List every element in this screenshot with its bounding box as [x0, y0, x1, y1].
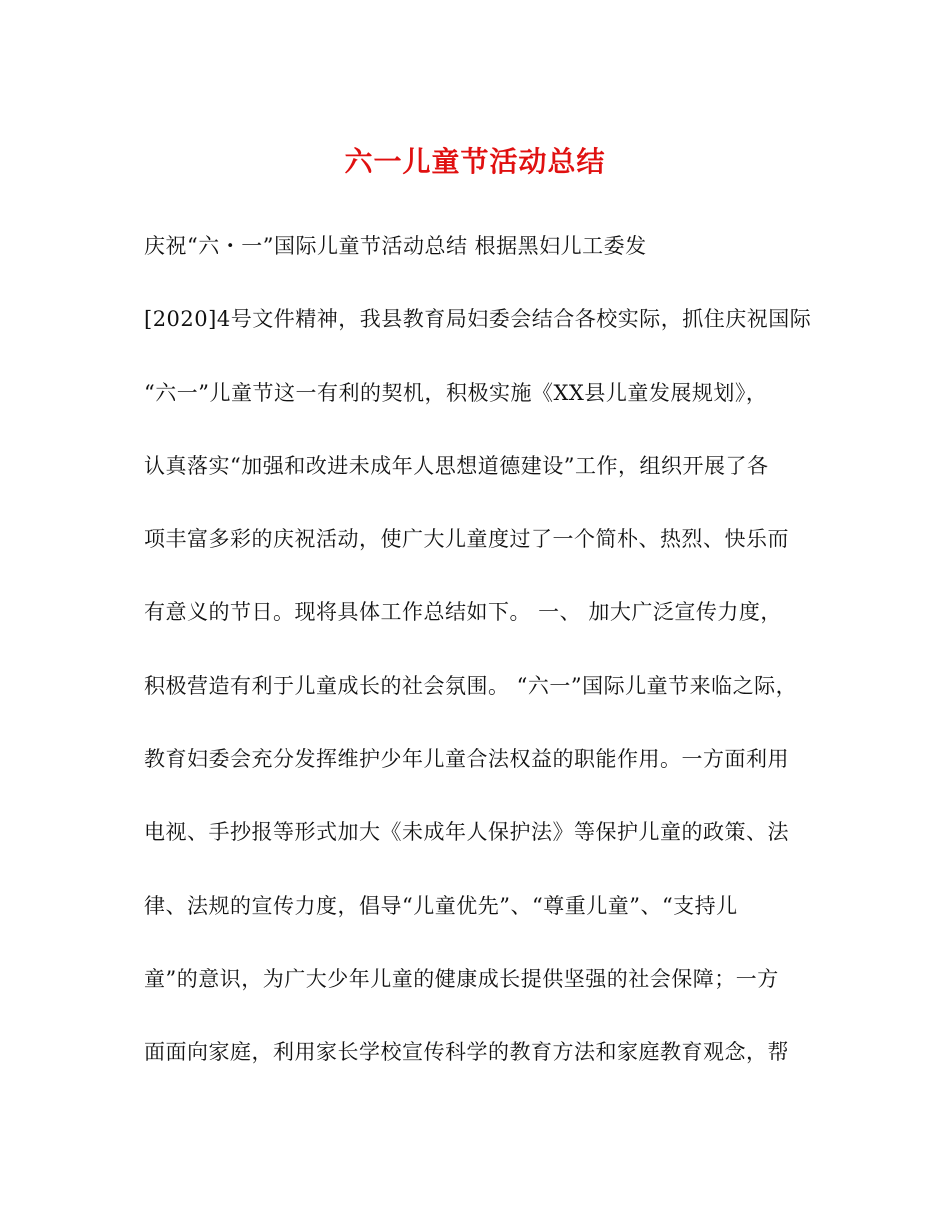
body-line: 认真落实“加强和改进未成年人思想道德建设”工作，组织开展了各 — [144, 453, 769, 478]
body-line: 项丰富多彩的庆祝活动，使广大儿童度过了一个简朴、热烈、快乐而 — [144, 527, 789, 552]
body-line: 积极营造有利于儿童成长的社会氛围。 “六一”国际儿童节来临之际， — [144, 673, 798, 698]
document-body — [144, 223, 834, 1103]
body-line: 面面向家庭，利用家长学校宣传科学的教育方法和家庭教育观念，帮 — [144, 1040, 789, 1065]
body-line: [2020]4号文件精神，我县教育局妇委会结合各校实际，抓住庆祝国际 — [144, 307, 812, 332]
body-line: 电视、手抄报等形式加大《未成年人保护法》等保护儿童的政策、法 — [144, 820, 789, 845]
body-line: 庆祝“六・一”国际儿童节活动总结 根据黑妇儿工委发 — [144, 234, 647, 258]
body-line: “六一”儿童节这一有利的契机，积极实施《XX县儿童发展规划》， — [144, 380, 768, 405]
body-line: 教育妇委会充分发挥维护少年儿童合法权益的职能作用。一方面利用 — [144, 747, 789, 772]
body-line: 童”的意识，为广大少年儿童的健康成长提供坚强的社会保障；一方 — [144, 966, 779, 991]
body-line: 有意义的节日。现将具体工作总结如下。 一、 加大广泛宣传力度， — [144, 600, 782, 625]
document-title: 六一儿童节活动总结 — [344, 145, 606, 178]
body-line: 律、法规的宣传力度，倡导“儿童优先”、“尊重儿童”、“支持儿 — [144, 893, 738, 918]
